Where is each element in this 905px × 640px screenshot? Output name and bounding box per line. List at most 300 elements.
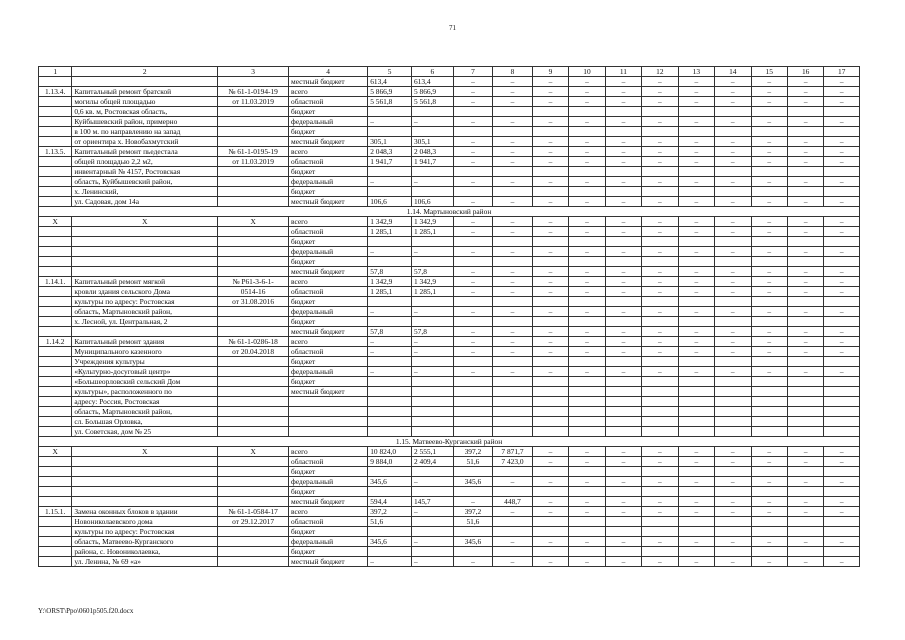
table-cell xyxy=(289,397,368,407)
table-cell: – xyxy=(493,247,533,257)
table-cell xyxy=(218,407,289,417)
table-cell xyxy=(824,467,860,477)
table-cell: х. Лесной, ул. Центральная, 2 xyxy=(72,317,218,327)
table-row xyxy=(39,197,860,207)
table-cell xyxy=(39,557,72,567)
table-cell xyxy=(72,327,218,337)
table-cell: – xyxy=(532,77,568,87)
table-cell xyxy=(368,417,412,427)
column-number: 2 xyxy=(72,67,218,77)
table-cell: – xyxy=(787,267,823,277)
table-cell: – xyxy=(569,447,605,457)
table-cell: – xyxy=(715,307,751,317)
table-cell: – xyxy=(642,117,678,127)
table-cell xyxy=(715,167,751,177)
table-cell: местный бюджет xyxy=(289,77,368,87)
table-cell xyxy=(39,237,72,247)
table-cell: – xyxy=(532,537,568,547)
table-cell: – xyxy=(824,497,860,507)
table-cell xyxy=(751,127,787,137)
table-cell xyxy=(368,237,412,247)
table-cell xyxy=(569,257,605,267)
table-cell: – xyxy=(678,177,714,187)
table-cell: в 100 м. по направлению на запад xyxy=(72,127,218,137)
table-cell: могилы общей площадью xyxy=(72,97,218,107)
table-cell: – xyxy=(605,147,641,157)
table-cell: – xyxy=(824,307,860,317)
table-cell: – xyxy=(787,247,823,257)
column-number: 3 xyxy=(218,67,289,77)
table-row xyxy=(39,137,860,147)
table-cell xyxy=(569,547,605,557)
table-cell: – xyxy=(824,557,860,567)
table-cell: – xyxy=(532,477,568,487)
table-cell: – xyxy=(368,557,412,567)
table-cell xyxy=(411,357,453,367)
table-cell xyxy=(605,187,641,197)
table-cell: – xyxy=(787,557,823,567)
table-cell xyxy=(39,477,72,487)
table-cell xyxy=(218,537,289,547)
table-cell xyxy=(569,297,605,307)
table-cell: – xyxy=(824,267,860,277)
table-cell xyxy=(642,357,678,367)
table-cell xyxy=(493,317,533,327)
table-cell: – xyxy=(368,367,412,377)
table-cell xyxy=(715,237,751,247)
table-cell xyxy=(39,327,72,337)
table-cell: – xyxy=(751,197,787,207)
table-row xyxy=(39,77,860,87)
table-cell xyxy=(493,417,533,427)
table-cell: – xyxy=(569,557,605,567)
table-cell xyxy=(569,357,605,367)
table-cell xyxy=(39,377,72,387)
table-cell: – xyxy=(751,557,787,567)
table-row xyxy=(39,257,860,267)
table-cell: – xyxy=(751,307,787,317)
table-cell xyxy=(39,487,72,497)
table-cell: № 61-1-0194-19 xyxy=(218,87,289,97)
table-cell xyxy=(218,267,289,277)
table-cell: – xyxy=(751,177,787,187)
table-cell xyxy=(39,177,72,187)
table-cell: Учреждения культуры xyxy=(72,357,218,367)
table-cell: местный бюджет xyxy=(289,137,368,147)
table-cell xyxy=(532,517,568,527)
table-cell: – xyxy=(453,147,493,157)
table-cell: – xyxy=(569,507,605,517)
table-row xyxy=(39,167,860,177)
table-cell xyxy=(787,427,823,437)
table-cell xyxy=(824,547,860,557)
table-cell xyxy=(751,187,787,197)
table-cell: – xyxy=(493,77,533,87)
table-cell: – xyxy=(493,307,533,317)
table-cell: бюджет xyxy=(289,107,368,117)
table-cell: X xyxy=(218,447,289,457)
table-cell: областной xyxy=(289,287,368,297)
table-cell: – xyxy=(787,457,823,467)
table-cell: X xyxy=(72,447,218,457)
table-cell: – xyxy=(642,137,678,147)
table-cell xyxy=(605,107,641,117)
table-cell: – xyxy=(678,537,714,547)
table-cell xyxy=(532,407,568,417)
table-cell: 448,7 xyxy=(493,497,533,507)
section-title: 1.15. Матвеево-Курганский район xyxy=(39,437,860,447)
table-cell xyxy=(218,227,289,237)
table-cell xyxy=(368,317,412,327)
table-cell xyxy=(678,547,714,557)
table-cell: – xyxy=(715,337,751,347)
table-row xyxy=(39,297,860,307)
table-cell xyxy=(787,357,823,367)
table-cell: 1 285,1 xyxy=(368,227,412,237)
table-cell: – xyxy=(824,197,860,207)
table-cell xyxy=(368,487,412,497)
table-cell: – xyxy=(569,137,605,147)
table-cell: – xyxy=(678,147,714,157)
table-cell: федеральный xyxy=(289,477,368,487)
table-cell: – xyxy=(642,247,678,257)
table-cell: местный бюджет xyxy=(289,327,368,337)
table-cell: – xyxy=(532,137,568,147)
table-cell xyxy=(751,167,787,177)
table-cell xyxy=(493,407,533,417)
table-cell xyxy=(39,77,72,87)
table-cell: – xyxy=(824,247,860,257)
table-cell: – xyxy=(824,457,860,467)
table-cell xyxy=(218,487,289,497)
table-cell xyxy=(824,357,860,367)
table-cell xyxy=(642,257,678,267)
table-cell: кровли здания сельского Дома xyxy=(72,287,218,297)
column-number: 10 xyxy=(569,67,605,77)
column-number-row xyxy=(39,67,860,77)
table-cell: – xyxy=(569,97,605,107)
table-cell xyxy=(824,127,860,137)
table-row xyxy=(39,467,860,477)
table-cell xyxy=(72,257,218,267)
table-cell: бюджет xyxy=(289,527,368,537)
table-cell: – xyxy=(678,337,714,347)
table-cell xyxy=(39,347,72,357)
table-cell xyxy=(751,427,787,437)
table-cell xyxy=(218,367,289,377)
table-cell: – xyxy=(453,337,493,347)
table-cell xyxy=(605,297,641,307)
table-cell: – xyxy=(678,287,714,297)
budget-table xyxy=(38,66,860,567)
table-cell xyxy=(642,517,678,527)
table-cell xyxy=(605,237,641,247)
table-cell xyxy=(715,527,751,537)
table-cell xyxy=(642,297,678,307)
table-cell: – xyxy=(411,537,453,547)
table-cell: – xyxy=(787,197,823,207)
table-cell: 0514-16 xyxy=(218,287,289,297)
table-row xyxy=(39,317,860,327)
table-cell: ул. Садовая, дом 14а xyxy=(72,197,218,207)
table-cell xyxy=(642,187,678,197)
table-cell: – xyxy=(493,147,533,157)
table-cell xyxy=(605,397,641,407)
table-cell: – xyxy=(642,307,678,317)
table-cell: – xyxy=(678,117,714,127)
table-cell: бюджет xyxy=(289,377,368,387)
table-cell: – xyxy=(642,77,678,87)
table-cell xyxy=(715,417,751,427)
table-cell: – xyxy=(605,287,641,297)
table-cell xyxy=(678,357,714,367)
table-cell: – xyxy=(715,287,751,297)
table-cell: – xyxy=(678,447,714,457)
table-cell: – xyxy=(532,157,568,167)
table-cell: – xyxy=(715,117,751,127)
table-cell: – xyxy=(642,367,678,377)
table-cell xyxy=(751,397,787,407)
table-cell: – xyxy=(824,147,860,157)
table-cell xyxy=(642,467,678,477)
table-cell xyxy=(678,297,714,307)
table-cell: – xyxy=(787,97,823,107)
table-cell: Замена оконных блоков в здании xyxy=(72,507,218,517)
table-cell xyxy=(72,457,218,467)
table-cell: местный бюджет xyxy=(289,557,368,567)
table-cell xyxy=(218,197,289,207)
table-cell xyxy=(605,377,641,387)
table-cell: бюджет xyxy=(289,187,368,197)
table-cell xyxy=(787,107,823,117)
table-cell: бюджет xyxy=(289,487,368,497)
table-cell: – xyxy=(411,477,453,487)
table-cell xyxy=(39,197,72,207)
table-cell: – xyxy=(569,217,605,227)
table-cell: – xyxy=(569,227,605,237)
table-cell xyxy=(39,97,72,107)
table-cell: – xyxy=(569,117,605,127)
table-cell: – xyxy=(751,477,787,487)
table-cell: – xyxy=(715,217,751,227)
table-cell: – xyxy=(715,77,751,87)
table-cell xyxy=(453,357,493,367)
table-cell: Капитальный ремонт здания xyxy=(72,337,218,347)
table-cell: 345,6 xyxy=(453,537,493,547)
table-cell xyxy=(411,167,453,177)
table-cell: – xyxy=(532,97,568,107)
table-cell: – xyxy=(453,157,493,167)
table-cell: – xyxy=(787,277,823,287)
table-cell: – xyxy=(453,327,493,337)
table-cell: – xyxy=(532,227,568,237)
table-cell xyxy=(605,127,641,137)
table-cell xyxy=(532,467,568,477)
table-cell: – xyxy=(605,277,641,287)
table-cell: – xyxy=(453,557,493,567)
table-cell: – xyxy=(678,97,714,107)
table-cell: – xyxy=(751,537,787,547)
table-row xyxy=(39,147,860,157)
table-cell: бюджет xyxy=(289,297,368,307)
table-cell: 2 555,1 xyxy=(411,447,453,457)
table-cell: ул. Ленина, № 69 «а» xyxy=(72,557,218,567)
table-cell: бюджет xyxy=(289,237,368,247)
table-cell xyxy=(368,107,412,117)
table-cell xyxy=(532,397,568,407)
table-cell xyxy=(642,377,678,387)
table-cell: – xyxy=(678,497,714,507)
table-cell xyxy=(453,317,493,327)
table-cell: – xyxy=(453,307,493,317)
table-cell: № 61-1-0286-18 xyxy=(218,337,289,347)
table-cell xyxy=(605,467,641,477)
table-cell xyxy=(569,427,605,437)
table-row xyxy=(39,427,860,437)
table-cell xyxy=(678,187,714,197)
table-cell: – xyxy=(605,177,641,187)
table-row xyxy=(39,337,860,347)
table-cell xyxy=(218,387,289,397)
table-cell: – xyxy=(751,337,787,347)
table-cell xyxy=(751,377,787,387)
table-cell: от 31.08.2016 xyxy=(218,297,289,307)
table-cell: – xyxy=(787,307,823,317)
table-cell: – xyxy=(642,277,678,287)
table-cell: – xyxy=(751,457,787,467)
table-cell xyxy=(787,547,823,557)
table-cell: Новониколаевского дома xyxy=(72,517,218,527)
table-cell xyxy=(605,257,641,267)
table-cell xyxy=(218,557,289,567)
table-cell: – xyxy=(715,267,751,277)
table-cell xyxy=(715,427,751,437)
table-cell xyxy=(678,387,714,397)
table-cell xyxy=(715,377,751,387)
table-cell: – xyxy=(751,347,787,357)
table-cell xyxy=(218,397,289,407)
table-cell xyxy=(453,107,493,117)
table-cell xyxy=(715,317,751,327)
table-cell: – xyxy=(787,447,823,457)
table-cell xyxy=(453,237,493,247)
table-cell: X xyxy=(39,217,72,227)
table-cell xyxy=(715,517,751,527)
table-cell xyxy=(715,547,751,557)
table-cell xyxy=(368,127,412,137)
table-cell: – xyxy=(411,247,453,257)
table-row xyxy=(39,387,860,397)
table-cell xyxy=(787,487,823,497)
table-row xyxy=(39,547,860,557)
table-cell xyxy=(532,297,568,307)
table-cell xyxy=(751,527,787,537)
table-cell xyxy=(824,487,860,497)
table-cell: – xyxy=(605,497,641,507)
table-cell xyxy=(787,377,823,387)
table-cell: федеральный xyxy=(289,177,368,187)
table-cell: – xyxy=(642,197,678,207)
table-cell xyxy=(218,467,289,477)
table-cell xyxy=(569,237,605,247)
table-cell: – xyxy=(569,347,605,357)
table-cell xyxy=(569,487,605,497)
table-cell: – xyxy=(368,307,412,317)
table-cell: – xyxy=(532,497,568,507)
table-cell: бюджет xyxy=(289,167,368,177)
table-cell xyxy=(751,387,787,397)
table-cell xyxy=(72,487,218,497)
table-cell: – xyxy=(605,557,641,567)
table-cell: – xyxy=(787,87,823,97)
table-cell: – xyxy=(678,87,714,97)
table-cell xyxy=(39,227,72,237)
table-cell: – xyxy=(642,537,678,547)
table-cell xyxy=(39,497,72,507)
table-cell: 613,4 xyxy=(411,77,453,87)
table-cell xyxy=(218,497,289,507)
table-row xyxy=(39,247,860,257)
table-cell xyxy=(787,527,823,537)
table-cell: – xyxy=(824,227,860,237)
table-cell: 1 941,7 xyxy=(411,157,453,167)
table-cell: – xyxy=(824,447,860,457)
table-row xyxy=(39,267,860,277)
table-cell xyxy=(218,257,289,267)
table-cell: – xyxy=(642,97,678,107)
table-cell xyxy=(453,297,493,307)
table-cell xyxy=(787,127,823,137)
table-cell xyxy=(715,357,751,367)
table-cell: – xyxy=(751,267,787,277)
table-cell: – xyxy=(787,337,823,347)
table-cell xyxy=(289,407,368,417)
table-cell: – xyxy=(678,327,714,337)
table-cell: – xyxy=(751,117,787,127)
table-cell: 1 941,7 xyxy=(368,157,412,167)
table-cell: – xyxy=(493,477,533,487)
table-cell: всего xyxy=(289,507,368,517)
table-cell: – xyxy=(569,87,605,97)
table-cell: – xyxy=(715,177,751,187)
table-cell xyxy=(715,397,751,407)
table-cell xyxy=(569,527,605,537)
table-cell xyxy=(411,407,453,417)
table-cell: 1 342,9 xyxy=(368,277,412,287)
table-cell: – xyxy=(368,117,412,127)
table-cell xyxy=(411,517,453,527)
table-cell: – xyxy=(642,337,678,347)
table-cell xyxy=(411,257,453,267)
table-cell: – xyxy=(605,217,641,227)
table-cell xyxy=(453,167,493,177)
table-cell: – xyxy=(787,137,823,147)
table-cell xyxy=(678,427,714,437)
table-cell xyxy=(39,527,72,537)
section-row xyxy=(39,207,860,217)
table-cell xyxy=(787,297,823,307)
table-cell: – xyxy=(411,177,453,187)
table-cell: – xyxy=(824,337,860,347)
table-cell: – xyxy=(642,157,678,167)
table-cell xyxy=(642,407,678,417)
table-cell: – xyxy=(453,77,493,87)
table-cell: областной xyxy=(289,457,368,467)
table-cell xyxy=(368,357,412,367)
table-cell: «Культурно-досуговый центр» xyxy=(72,367,218,377)
table-cell: – xyxy=(569,177,605,187)
table-cell: 397,2 xyxy=(368,507,412,517)
